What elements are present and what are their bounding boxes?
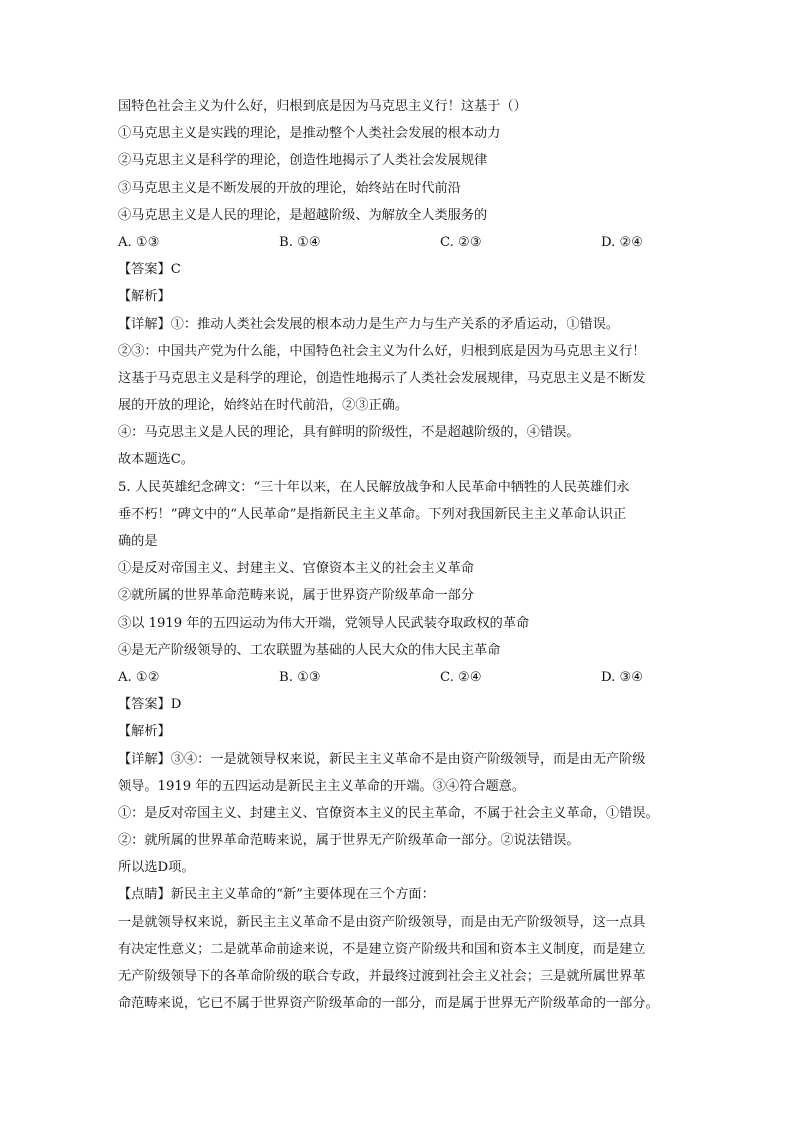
q4-statement-2: ②马克思主义是科学的理论，创造性地揭示了人类社会发展规律 [118, 153, 488, 169]
q4-conclusion: 故本题选C。 [118, 452, 195, 468]
q5-pointer-line-2: 有决定性意义；二是就革命前途来说，不是建立资产阶级共和国和资本主义制度，而是建立 [118, 941, 646, 957]
q5-statement-4: ④是无产阶级领导的、工农联盟为基础的人民大众的伟大民主革命 [118, 642, 501, 658]
q5-detail-4: ②：就所属的世界革命范畴来说，属于世界无产阶级革命一部分。②说法错误。 [118, 833, 580, 849]
q5-option-d: D. ③④ [601, 669, 644, 685]
q5-pointer-line-1: 一是就领导权来说，新民主主义革命不是由资产阶级领导，而是由无产阶级领导，这一点具 [118, 914, 646, 930]
q4-statement-1: ①马克思主义是实践的理论，是推动整个人类社会发展的根本动力 [118, 126, 501, 142]
q4-option-b: B. ①④ [279, 234, 321, 250]
q5-option-c: C. ②④ [440, 669, 482, 685]
q4-detail-1: 【详解】①：推动人类社会发展的根本动力是生产力与生产关系的矛盾运动，①错误。 [118, 316, 620, 332]
document-page [118, 93, 688, 1017]
q5-detail-2: 领导。1919 年的五四运动是新民主主义革命的开端。③④符合题意。 [118, 778, 526, 794]
q4-statement-4: ④马克思主义是人民的理论，是超越阶级、为解放全人类服务的 [118, 207, 488, 223]
q5-detail-3: ①：是反对帝国主义、封建主义、官僚资本主义的民主革命，不属于社会主义革命，①错误。 [118, 805, 659, 821]
q5-option-b: B. ①③ [279, 669, 321, 685]
q4-detail-5: ④：马克思主义是人民的理论，具有鲜明的阶级性，不是超越阶级的，④错误。 [118, 425, 580, 441]
q5-options [118, 664, 688, 691]
q4-option-d: D. ②④ [601, 234, 644, 250]
q5-answer: 【答案】D [118, 697, 182, 713]
q4-detail-2: ②③：中国共产党为什么能，中国特色社会主义为什么好，归根到底是因为马克思主义行！ [118, 343, 646, 359]
q5-stem-line-2: 垂不朽！”碑文中的“人民革命”是指新民主主义革命。下列对我国新民主主义革命认识正 [118, 506, 627, 522]
q4-options [118, 229, 688, 256]
q5-pointer-heading: 【点睛】新民主主义革命的“新”主要体现在三个方面： [118, 887, 435, 903]
q5-pointer-line-3: 无产阶级领导下的各革命阶级的联合专政，并最终过渡到社会主义社会；三是就所属世界革 [118, 969, 646, 984]
q5-stem-line-3: 确的是 [118, 534, 158, 549]
q5-conclusion: 所以选D项。 [118, 860, 195, 876]
q4-answer: 【答案】C [118, 262, 181, 278]
q4-option-c: C. ②③ [440, 234, 482, 250]
q4-statement-3: ③马克思主义是不断发展的开放的理论，始终站在时代前沿 [118, 180, 461, 196]
q5-analysis-label: 【解析】 [118, 724, 171, 740]
q4-analysis-label: 【解析】 [118, 289, 171, 305]
q4-detail-3: 这基于马克思主义是科学的理论，创造性地揭示了人类社会发展规律，马克思主义是不断发 [118, 370, 646, 386]
q5-pointer-line-4: 命范畴来说，它已不属于世界资产阶级革命的一部分，而是属于世界无产阶级革命的一部分。 [118, 996, 659, 1012]
q5-statement-3: ③以 1919 年的五四运动为伟大开端，党领导人民武装夺取政权的革命 [118, 615, 530, 631]
q5-option-a: A. ①② [118, 669, 160, 685]
q5-detail-1: 【详解】③④：一是就领导权来说，新民主主义革命不是由资产阶级领导，而是由无产阶级 [118, 751, 646, 767]
q5-statement-2: ②就所属的世界革命范畴来说，属于世界资产阶级革命一部分 [118, 588, 475, 604]
q5-statement-1: ①是反对帝国主义、封建主义、官僚资本主义的社会主义革命 [118, 561, 475, 577]
q4-detail-4: 展的开放的理论，始终站在时代前沿，②③正确。 [118, 398, 409, 414]
q5-stem-line-1: 5. 人民英雄纪念碑文：“三十年以来，在人民解放战争和人民革命中牺牲的人民英雄们永 [118, 479, 630, 495]
q4-stem: 国特色社会主义为什么好，归根到底是因为马克思主义行！这基于（） [118, 99, 527, 114]
q4-option-a: A. ①③ [118, 234, 160, 250]
